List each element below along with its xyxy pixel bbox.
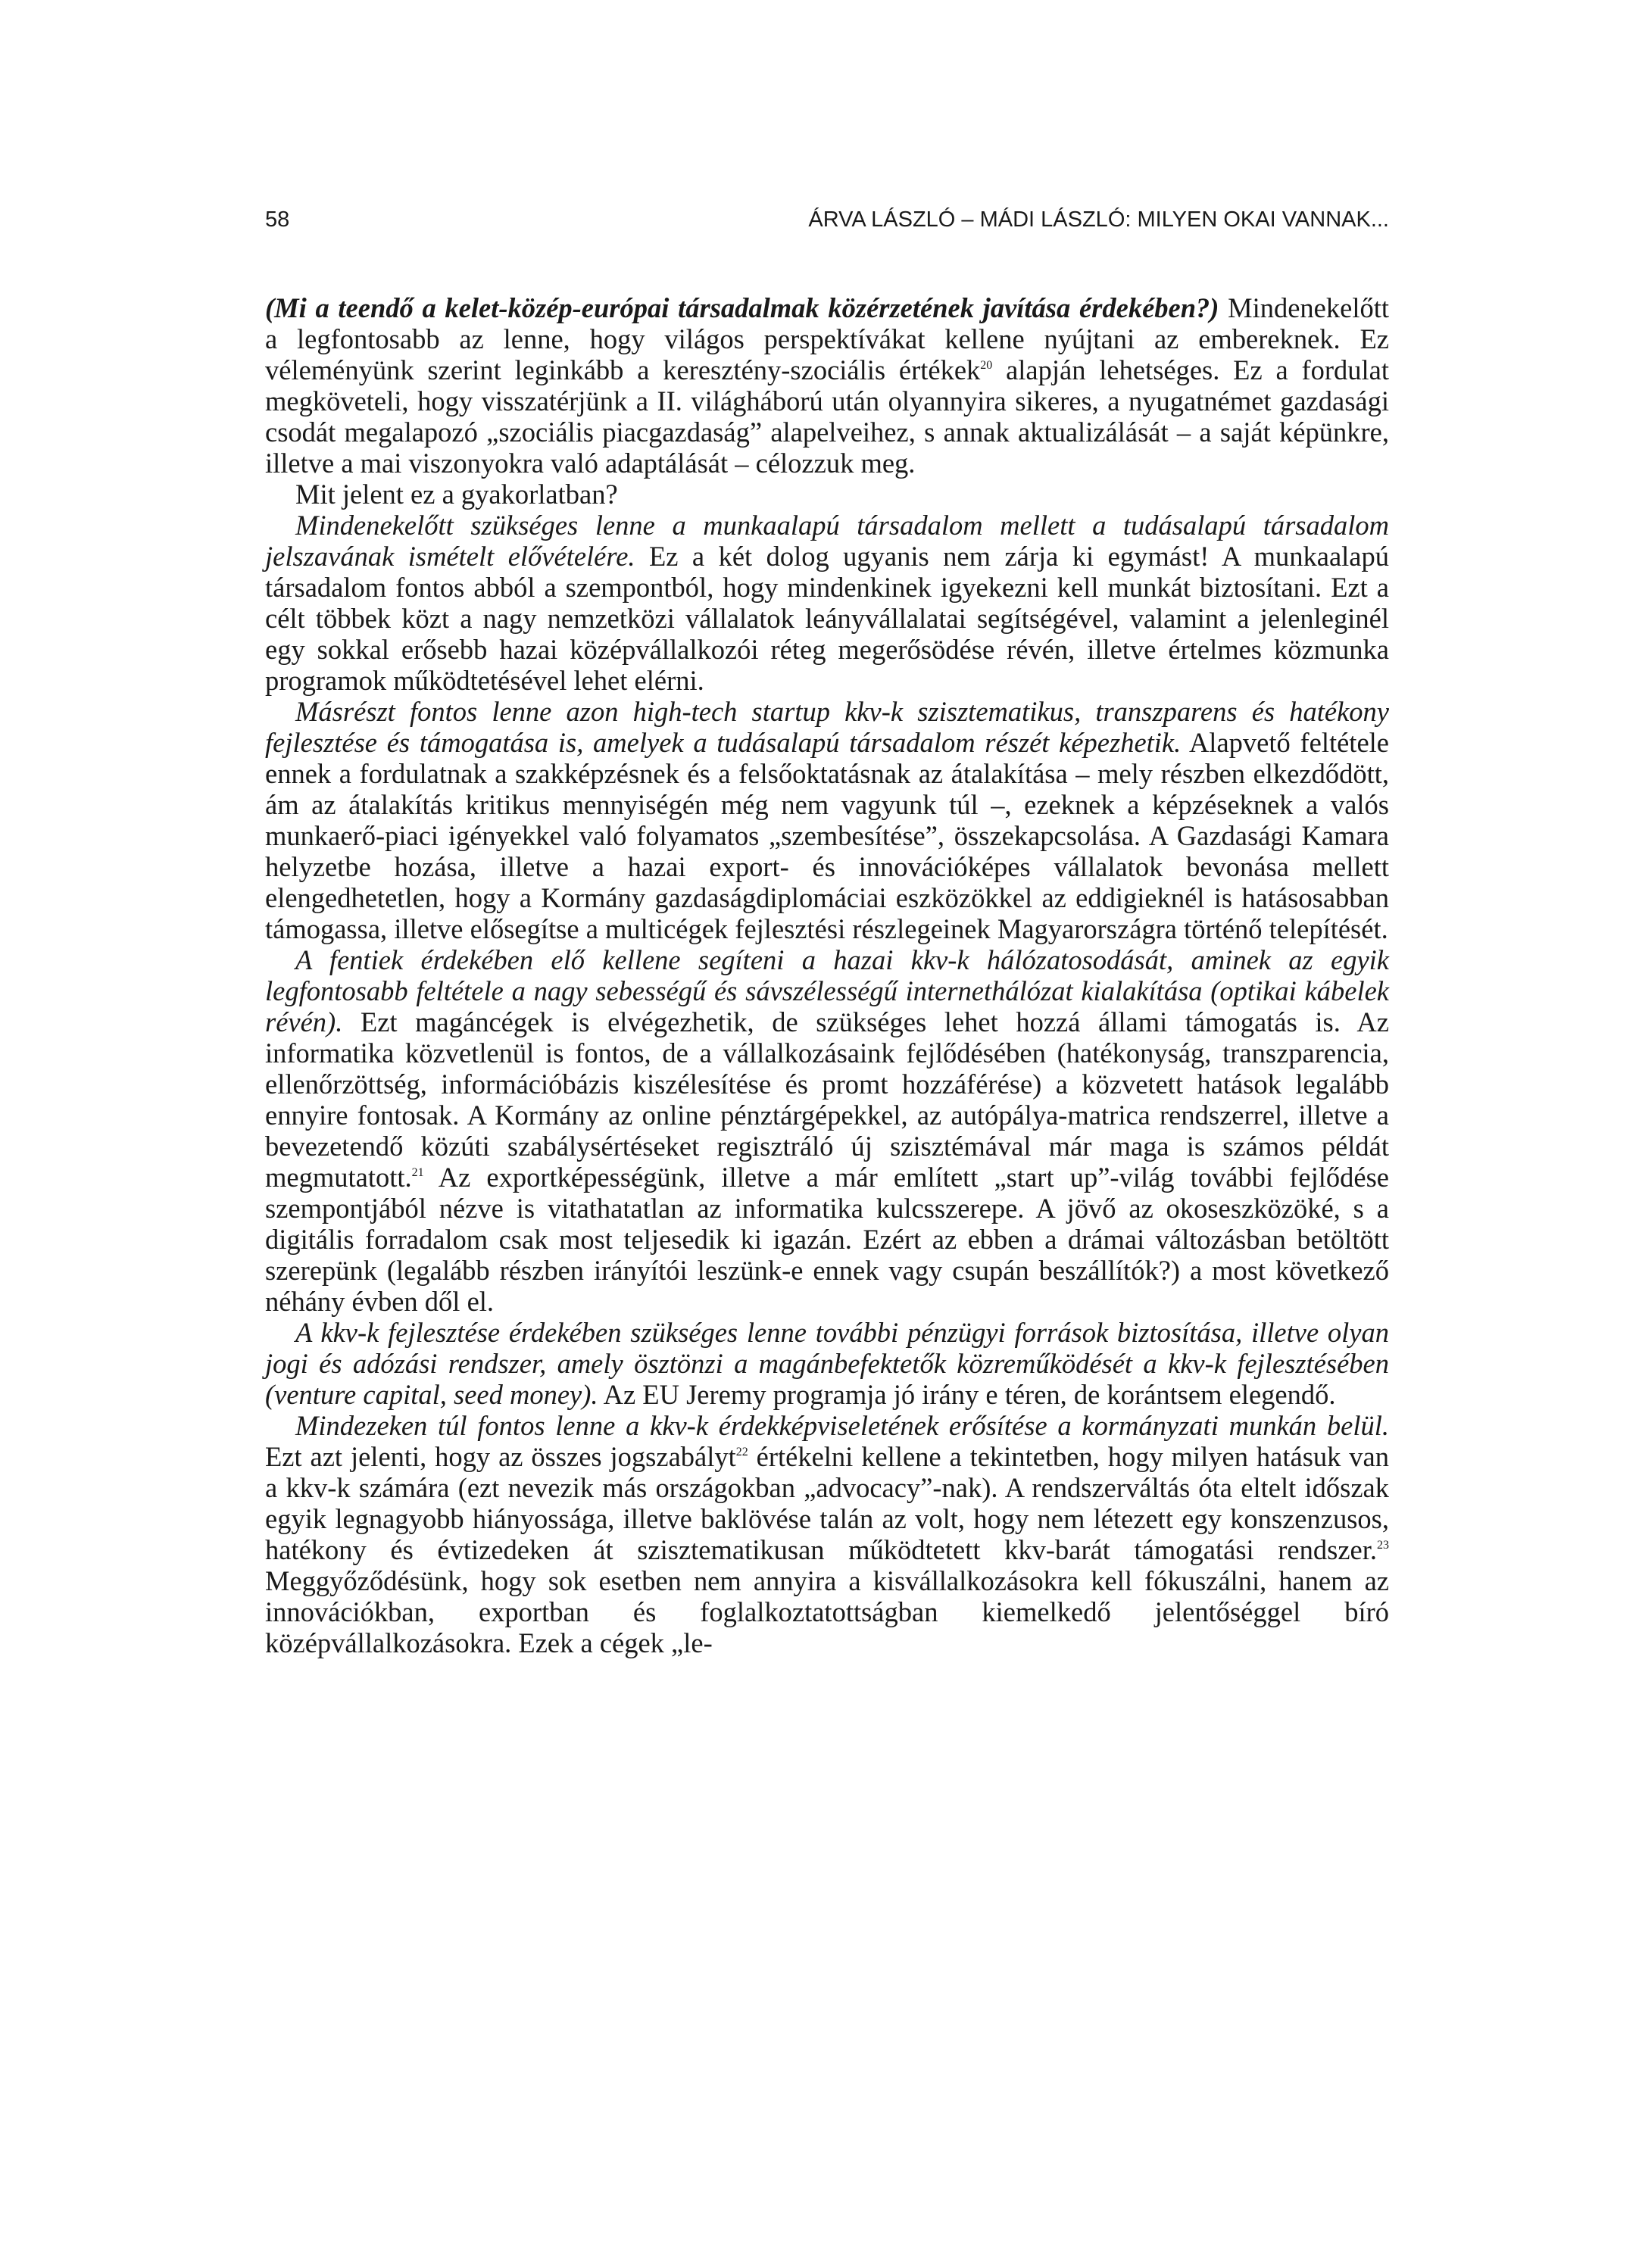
body-text <box>265 292 1389 1658</box>
footnote-ref-20[interactable]: 20 <box>980 359 993 372</box>
paragraph-5 <box>265 944 1389 1317</box>
paragraph-3-italic: Mindenekelőtt szükséges lenne a munkaalapú társadalom mellett a tudásalapú társadalom jelszavának ismételt elővételére. <box>265 510 1389 572</box>
section-question: (Mi a teendő a kelet-közép-európai társadalmak közérzetének javítása érdekében?) <box>265 292 1219 323</box>
page-number: 58 <box>265 207 290 232</box>
paragraph-7-italic: Mindezeken túl fontos lenne a kkv-k érdekképviseletének erősítése a kormányzati munkán belül. <box>295 1410 1389 1441</box>
paragraph-5-text-a: Ezt magáncégek is elvégezhetik, de szükséges lehet hozzá állami támogatás is. Az informatika közvetlenül is fontos, de a vállalkozásaink fejlődésében (hatékonyság, transzparencia, ellenőrzöttség, információbázis kiszélesítése és promt hozzáférése) a közvetett hatások legalább ennyire fontosak. A Kormány az online pénztárgépekkel, az autópálya-matrica rendszerrel, illetve a bevezetendő közúti szabálysértéseket regisztráló új szisztémával már maga is számos példát megmutatott. <box>265 1006 1389 1193</box>
paragraph-7-text-a: Ezt azt jelenti, hogy az összes jogszabályt <box>265 1441 736 1472</box>
paragraph-3 <box>265 510 1389 696</box>
paragraph-4-text: Alapvető feltétele ennek a fordulatnak a szakképzésnek és a felsőoktatásnak az átalakítása – mely részben elkezdődött, ám az átalakítás kritikus mennyiségén még nem vagyunk túl –, ezeknek a képzéseknek a valós munkaerő-piaci igényekkel való folyamatos „szembesítése”, összekapcsolása. A Gazdasági Kamara helyzetbe hozása, illetve a hazai export- és innovációképes vállalatok bevonása mellett elengedhetetlen, hogy a Kormány gazdaságdiplomáciai eszközökkel az eddigieknél is hatásosabban támogassa, illetve elősegítse a multicégek fejlesztési részlegeinek Magyarországra történő telepítését. <box>265 727 1389 944</box>
paragraph-1-text-a: Mindenekelőtt a legfontosabb az lenne, hogy világos perspektívákat kellene nyújtani az embereknek. Ez véleményünk szerint leginkább a keresztény-szociális értékek <box>265 292 1389 385</box>
footnote-ref-23[interactable]: 23 <box>1377 1539 1389 1552</box>
paragraph-7-text-b: értékelni kellene a tekintetben, hogy milyen hatásuk van a kkv-k számára (ezt nevezik más országokban „advocacy”-nak). A rendszerváltás óta eltelt időszak egyik legnagyobb hiányossága, illetve baklövése talán az volt, hogy nem létezett egy konszenzusos, hatékony és évtizedeken át szisztematikusan működtetett kkv-barát támogatási rendszer. <box>265 1441 1389 1565</box>
paragraph-5-italic: A fentiek érdekében elő kellene segíteni a hazai kkv-k hálózatosodását, aminek az egyik legfontosabb feltétele a nagy sebességű és sávszélességű internethálózat kialakítása (optikai kábelek révén). <box>265 944 1389 1037</box>
paragraph-7-text-c: Meggyőződésünk, hogy sok esetben nem annyira a kisvállalkozásokra kell fókuszálni, hanem az innovációkban, exportban és foglalkoztatottságban kiemelkedő jelentőséggel bíró középvállalkozásokra. Ezek a cégek „le- <box>265 1565 1389 1658</box>
paragraph-4-italic: Másrészt fontos lenne azon high-tech startup kkv-k szisztematikus, transzparens és hatékony fejlesztése és támogatása is, amelyek a tudásalapú társadalom részét képezhetik. <box>265 696 1389 758</box>
paragraph-4 <box>265 696 1389 944</box>
footnote-ref-21[interactable]: 21 <box>411 1166 424 1179</box>
paragraph-6-italic: A kkv-k fejlesztése érdekében szükséges lenne további pénzügyi források biztosítása, illetve olyan jogi és adózási rendszer, amely ösztönzi a magánbefektetők közreműködését a kkv-k fejlesztésében (venture capital, seed money). <box>265 1317 1389 1410</box>
paragraph-1 <box>265 292 1389 479</box>
paragraph-2: Mit jelent ez a gyakorlatban? <box>295 479 618 510</box>
footnote-ref-22[interactable]: 22 <box>735 1446 748 1458</box>
paragraph-6 <box>265 1317 1389 1410</box>
paragraph-6-text: Az EU Jeremy programja jó irány e téren, de korántsem elegendő. <box>598 1379 1336 1410</box>
paragraph-1-text-b: alapján lehetséges. Ez a fordulat megköveteli, hogy visszatérjünk a II. világháború után olyannyira sikeres, a nyugatnémet gazdasági csodát megalapozó „szociális piacgazdaság” alapelveihez, s annak aktualizálását – a saját képünkre, illetve a mai viszonyokra való adaptálását – célozzuk meg. <box>265 354 1389 479</box>
paragraph-3-text: Ez a két dolog ugyanis nem zárja ki egymást! A munkaalapú társadalom fontos abból a szempontból, hogy mindenkinek igyekezni kell munkát biztosítani. Ezt a célt többek közt a nagy nemzetközi vállalatok leányvállalatai segítségével, valamint a jelenleginél egy sokkal erősebb hazai középvállalkozói réteg megerősödése révén, illetve értelmes közmunka programok működtetésével lehet elérni. <box>265 541 1389 696</box>
paragraph-7 <box>265 1410 1389 1658</box>
paragraph-5-text-b: Az exportképességünk, illetve a már említett „start up”-világ további fejlődése szempontjából nézve is vitathatatlan az informatika kulcsszerepe. A jövő az okoseszközöké, s a digitális forradalom csak most teljesedik ki igazán. Ezért az ebben a drámai változásban betöltött szerepünk (legalább részben irányítói leszünk-e ennek vagy csupán beszállítók?) a most következő néhány évben dől el. <box>265 1162 1389 1317</box>
running-title: ÁRVA LÁSZLÓ – MÁDI LÁSZLÓ: MILYEN OKAI VANNAK... <box>808 207 1389 232</box>
running-header <box>265 203 1389 236</box>
